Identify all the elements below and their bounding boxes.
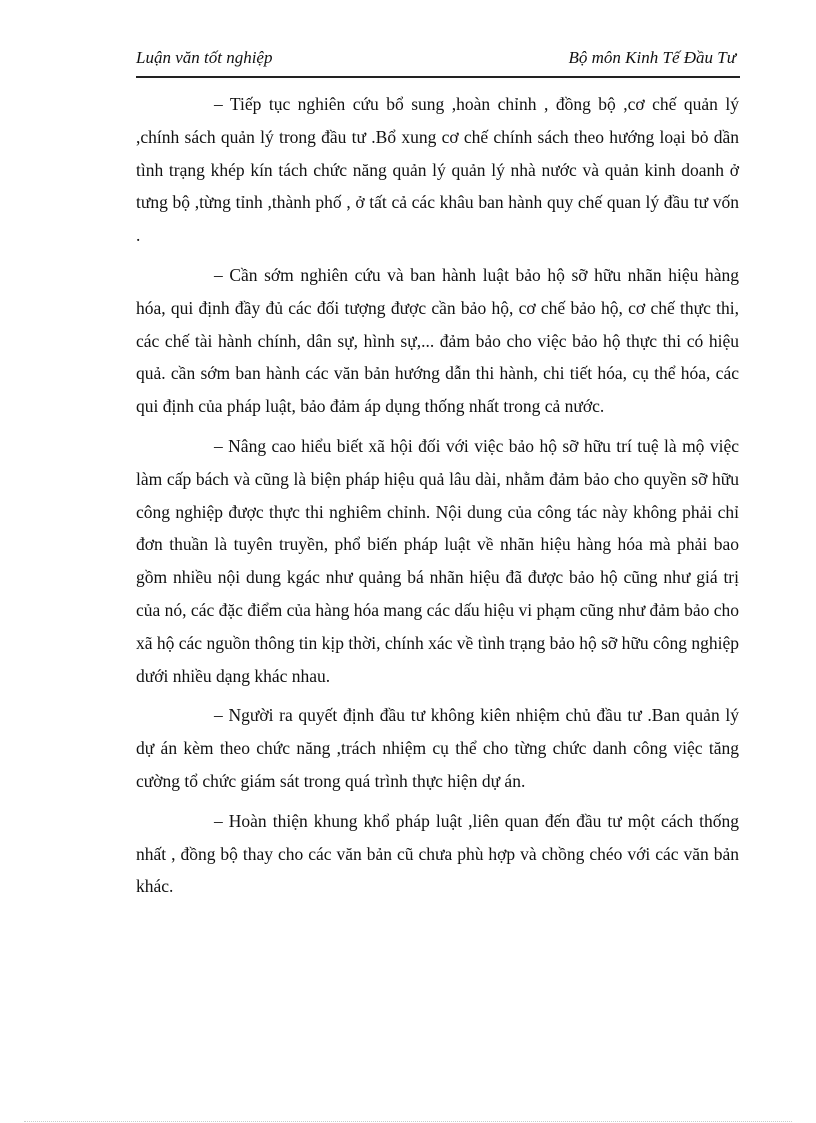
paragraph-legal-framework: – Hoàn thiện khung khổ pháp luật ,liên quan đến đầu tư một cách thống nhất , đồng bộ thay cho các văn bản cũ chưa phù hợp và chồng chéo với các văn bản khác. (136, 810, 739, 897)
thesis-title: Luận văn tốt nghiệp (136, 48, 273, 67)
document-body (136, 88, 739, 910)
paragraph-investment-decision: – Người ra quyết định đầu tư không kiên nhiệm chủ đầu tư .Ban quản lý dự án kèm theo chức năng ,trách nhiệm cụ thể cho từng chức danh công việc tăng cường tổ chức giám sát trong quá trình thực hiện dự án. (136, 705, 739, 791)
page-bottom-divider (24, 1121, 792, 1122)
page-header (136, 46, 740, 78)
paragraph-public-awareness: – Nâng cao hiểu biết xã hội đối với việc bảo hộ sỡ hữu trí tuệ là mộ việc làm cấp bách và cũng là biện pháp hiệu quả lâu dài, nhằm đảm bảo cho quyền sỡ hữu công nghiệp được thực thi nghiêm chỉnh. Nội dung của công tác này không phải chỉ đơn thuần là tuyên truyền, phổ biến pháp luật về nhãn hiệu hàng hóa mà phải bao gồm nhiều nội dung kgác như quảng bá nhãn hiệu đã được bảo hộ cũng như giá trị của nó, các đặc điểm của hàng hóa mang các dấu hiệu vi phạm cũng như đảm bảo cho xã hộ các nguồn thông tin kịp thời, chính xác về tình trạng bảo hộ sỡ hữu công nghiệp dưới nhiều dạng khác nhau. (136, 435, 739, 686)
paragraph-trademark-law: – Cần sớm nghiên cứu và ban hành luật bảo hộ sỡ hữu nhãn hiệu hàng hóa, qui định đầy đủ các đối tượng được cần bảo hộ, cơ chế bảo hộ, cơ chế thực thi, các chế tài hành chính, dân sự, hình sự,... đảm bảo cho việc bảo hộ thực thi có hiệu quả. cần sớm ban hành các văn bản hướng dẫn thi hành, chi tiết hóa, cụ thể hóa, các qui định của pháp luật, bảo đảm áp dụng thống nhất trong cả nước. (136, 264, 739, 417)
department-title: Bộ môn Kinh Tế Đầu Tư (568, 48, 736, 67)
paragraph-investment-mechanism: – Tiếp tục nghiên cứu bổ sung ,hoàn chỉnh , đồng bộ ,cơ chế quản lý ,chính sách quản lý trong đầu tư .Bổ xung cơ chế chính sách theo hướng loại bỏ dần tình trạng khép kín tách chức năng quản lý quản lý nhà nước và quản kinh doanh ở tưng bộ ,từng tỉnh ,thành phố , ở tất cả các khâu ban hành quy chế quan lý đầu tư vốn . (136, 94, 739, 246)
